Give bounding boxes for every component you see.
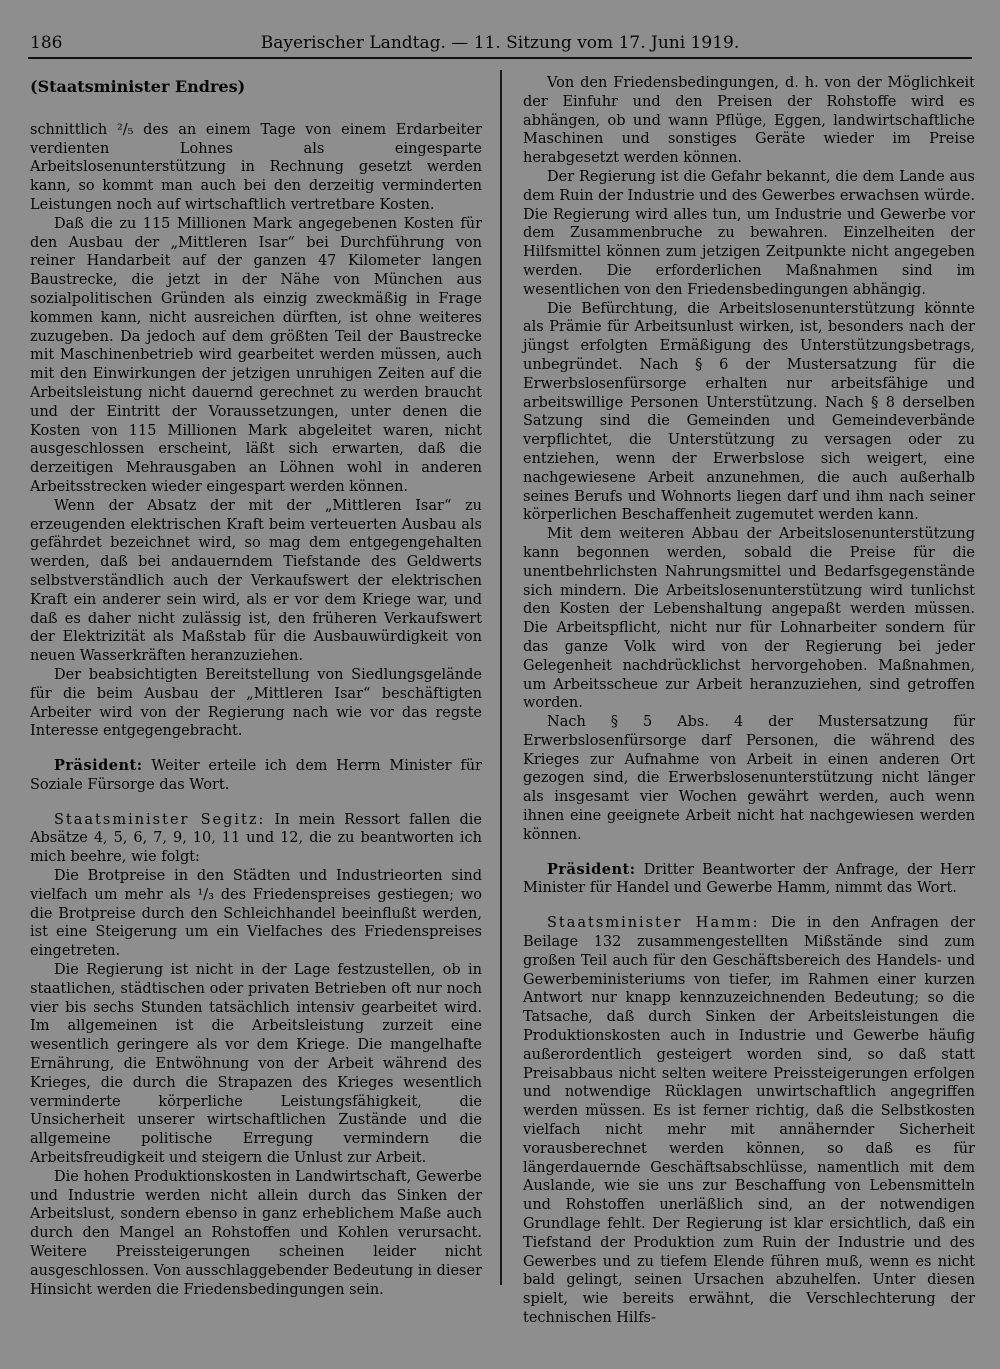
speech-text: Weiter erteile ich dem Herrn Minister für Soziale Fürsorge das Wort. xyxy=(30,758,482,793)
speaker-name: Staatsminister Segitz: xyxy=(54,811,266,828)
paragraph xyxy=(523,861,975,899)
page-number: 186 xyxy=(30,33,63,53)
speech-text: In mein Ressort fallen die Absätze 4, 5, 6, 7, 9, 10, 11 und 12, die zu beantworten ich mich beehre, wie folgt: xyxy=(30,811,483,866)
running-title: Bayerischer Landtag. — 11. Sitzung vom 17. Juni 1919. xyxy=(260,33,740,53)
paragraph: Daß die zu 115 Millionen Mark angegebenen Kosten für den Ausbau der „Mittleren Isar“ bei Durchführung von reiner Handarbeit auf der ganzen 47 Kilometer langen Baustrecke, die jetzt in der Nähe von München aus sozialpolitischen Gründen als einzig zweckmäßig in Frage kommen kann, nicht ausreichen dürften, ist ohne weiteres zuzugeben. Da jedoch auf dem größten Teil der Baustrecke mit Maschinenbetrieb wird gearbeitet werden müssen, auch mit den Einwirkungen der jetzigen unruhigen Zeiten auf die Arbeitsleistung nicht dauernd gerechnet zu werden braucht und der Eintritt der Voraussetzungen, unter denen die Kosten von 115 Millionen Mark abgeleitet waren, nicht ausgeschlossen erscheint, läßt sich erwarten, daß die derzeitigen Mehrausgaben an Löhnen wohl in anderen Arbeitsstrecken wieder eingespart werden können. xyxy=(30,215,482,495)
page-header xyxy=(28,33,972,59)
paragraph: Wenn der Absatz der mit der „Mittleren Isar“ zu erzeugenden elektrischen Kraft beim verteuerten Ausbau als gefährdet bezeichnet wird, so mag dem entgegengehalten werden, daß bei andauerndem Tiefstande des Geldwerts selbstverständlich auch der Verkaufswert der elektrischen Kraft ein anderer sein wird, als er vor dem Kriege war, und daß es daher nicht zulässig ist, den früheren Verkaufswert der Elektrizität als Maßstab für die Ausbauwürdigkeit von neuen Wasserkräften heranzuziehen. xyxy=(30,497,482,665)
column-divider xyxy=(500,70,502,1285)
paragraph: Die Befürchtung, die Arbeitslosenunterstützung könnte als Prämie für Arbeitsunlust wirken, ist, besonders nach der jüngst erfolgten Ermäßigung des Unterstützungsbetrags, unbegründet. Nach § 6 der Mustersatzung für die Erwerbslosenfürsorge erhalten nur arbeitsfähige und arbeitswillige Personen Unterstützung. Nach § 8 derselben Satzung sind die Gemeinden und Gemeindeverbände verpflichtet, die Unterstützung zu versagen oder zu entziehen, wenn der Erwerbslose sich weigert, eine nachgewiesene Arbeit anzunehmen, die auch außerhalb seines Berufs und Wohnorts liegen darf und ihm nach seiner körperlichen Beschaffenheit zugemutet werden kann. xyxy=(523,300,975,524)
paragraph: Die Brotpreise in den Städten und Industrieorten sind vielfach um mehr als ¹/₃ des Friedenspreises gestiegen; wo die Brotpreise durch den Schleichhandel beeinflußt werden, ist eine Steigerung um ein Vielfaches des Friedenspreises eingetreten. xyxy=(30,868,482,960)
paragraph: Nach § 5 Abs. 4 der Mustersatzung für Erwerbslosenfürsorge darf Personen, die während des Krieges zur Aufnahme von Arbeit in einen anderen Ort gezogen sind, die Erwerbslosenunterstützung nicht länger als insgesamt vier Wochen gewährt werden, auch wenn ihnen eine geeignete Arbeit nicht hat nachgewiesen werden können. xyxy=(523,714,975,843)
left-column xyxy=(30,74,483,1298)
paragraph xyxy=(523,914,975,1328)
speaker-name: Präsident: xyxy=(547,860,636,878)
speech-text: Dritter Beantworter der Anfrage, der Herr Minister für Handel und Gewerbe Hamm, nimmt das Wort. xyxy=(523,861,975,897)
paragraph xyxy=(30,811,482,867)
paragraph: Der beabsichtigten Bereitstellung von Siedlungsgelände für die beim Ausbau der „Mittleren Isar“ beschäftigten Arbeiter wird von der Regierung nach wie vor das regste Interesse entgegengebracht. xyxy=(30,666,482,740)
paragraph: Von den Friedensbedingungen, d. h. von der Möglichkeit der Einfuhr und den Preisen der Rohstoffe wird es abhängen, ob und wann Pflüge, Eggen, landwirtschaftliche Maschinen und sonstiges Geräte wieder im Preise herabgesetzt werden können. xyxy=(523,75,975,167)
speaker-tag: (Staatsminister Endres) xyxy=(30,77,246,96)
paragraph: Die hohen Produktionskosten in Landwirtschaft, Gewerbe und Industrie werden nicht allein durch das Sinken der Arbeitslust, sondern ebenso in ganz erheblichem Maße auch durch den Mangel an Rohstoffen und Kohlen verursacht. Weitere Preissteigerungen scheinen leider nicht ausgeschlossen. Von ausschlaggebender Bedeutung in dieser Hinsicht werden die Friedensbedingungen sein. xyxy=(30,1168,482,1298)
speech-text: Die in den Anfragen der Beilage 132 zusammengestellten Mißstände sind zum großen Teil auch für den Geschäftsbereich des Handels- und Gewerbeministeriums von tiefer, im Rahmen einer kurzen Antwort nur knapp kennzuzeichnenden Bedeutung; so die Tatsache, daß durch Sinken der Arbeitsleistungen die Produktionskosten auch in Industrie und Gewerbe häufig außerordentlich gesteigert worden sind, so daß statt Preisabbaus nicht selten weitere Preissteigerungen erfolgen und notwendige Rücklagen unwirtschaftlich angegriffen werden müssen. Es ist ferner richtig, daß die Selbstkosten vielfach nicht mehr mit annähernder Sicherheit vorausberechnet werden können, so daß es für längerdauernde Geschäftsabschlüsse, namentlich mit dem Auslande, wie sie uns zur Beschaffung von Lebensmitteln und Rohstoffen unerläßlich sind, an der notwendigen Grundlage fehlt. Der Regierung ist klar ersichtlich, daß ein Tiefstand der Produktion zum Ruin der Industrie und des Gewerbes und zu tiefem Elende führen muß, wenn es nicht bald gelingt, seinen Ursachen abzuhelfen. Unter diesen spielt, wie bereits erwähnt, die Verschlechterung der technischen Hilfs- xyxy=(523,915,975,1326)
paragraph: Der Regierung ist die Gefahr bekannt, die dem Lande aus dem Ruin der Industrie und des Gewerbes erwachsen würde. Die Regierung wird alles tun, um Industrie und Gewerbe vor dem Zusammenbruche zu bewahren. Einzelheiten der Hilfsmittel können zum jetzigen Zeitpunkte nicht angegeben werden. Die erforderlichen Maßnahmen sind im wesentlichen von den Friedensbedingungen abhängig. xyxy=(523,168,975,298)
paragraph: Mit dem weiteren Abbau der Arbeitslosenunterstützung kann begonnen werden, sobald die Preise für die unentbehrlichsten Nahrungsmittel und Bedarfsgegenstände sich mindern. Die Arbeitslosenunterstützung wird tunlichst den Kosten der Lebenshaltung angepaßt werden müssen. Die Arbeitspflicht, nicht nur für Lohnarbeiter sondern für das ganze Volk wird von der Regierung bei jeder Gelegenheit nachdrücklichst hervorgehoben. Maßnahmen, um Arbeitsscheue zur Arbeit heranzuziehen, sind getroffen worden. xyxy=(523,526,975,712)
speaker-name: Staatsminister Hamm: xyxy=(547,915,760,932)
right-column xyxy=(523,74,975,1326)
paragraph: Die Regierung ist nicht in der Lage festzustellen, ob in staatlichen, städtischen oder privaten Betrieben oft nur noch vier bis sechs Stunden tatsächlich intensiv gearbeitet wird. Im allgemeinen ist die Arbeitsleistung zurzeit eine wesentlich geringere als vor dem Kriege. Die mangelhafte Ernährung, die Entwöhnung von der Arbeit während des Krieges, die durch die Strapazen des Krieges wesentlich verminderte körperliche Leistungsfähigkeit, die Unsicherheit unserer wirtschaftlichen Zustände und die allgemeine politische Erregung vermindern die Arbeitsfreudigkeit und steigern die Unlust zur Arbeit. xyxy=(30,962,482,1167)
paragraph xyxy=(30,757,482,795)
paragraph: schnittlich ²/₅ des an einem Tage von einem Erdarbeiter verdienten Lohnes als eingesparte Arbeitslosenunterstützung in Rechnung gesetzt werden kann, so kommt man auch bei den derzeitig verminderten Leistungen noch auf wirtschaftlich vertretbare Kosten. xyxy=(30,121,482,213)
speaker-name: Präsident: xyxy=(54,757,143,775)
